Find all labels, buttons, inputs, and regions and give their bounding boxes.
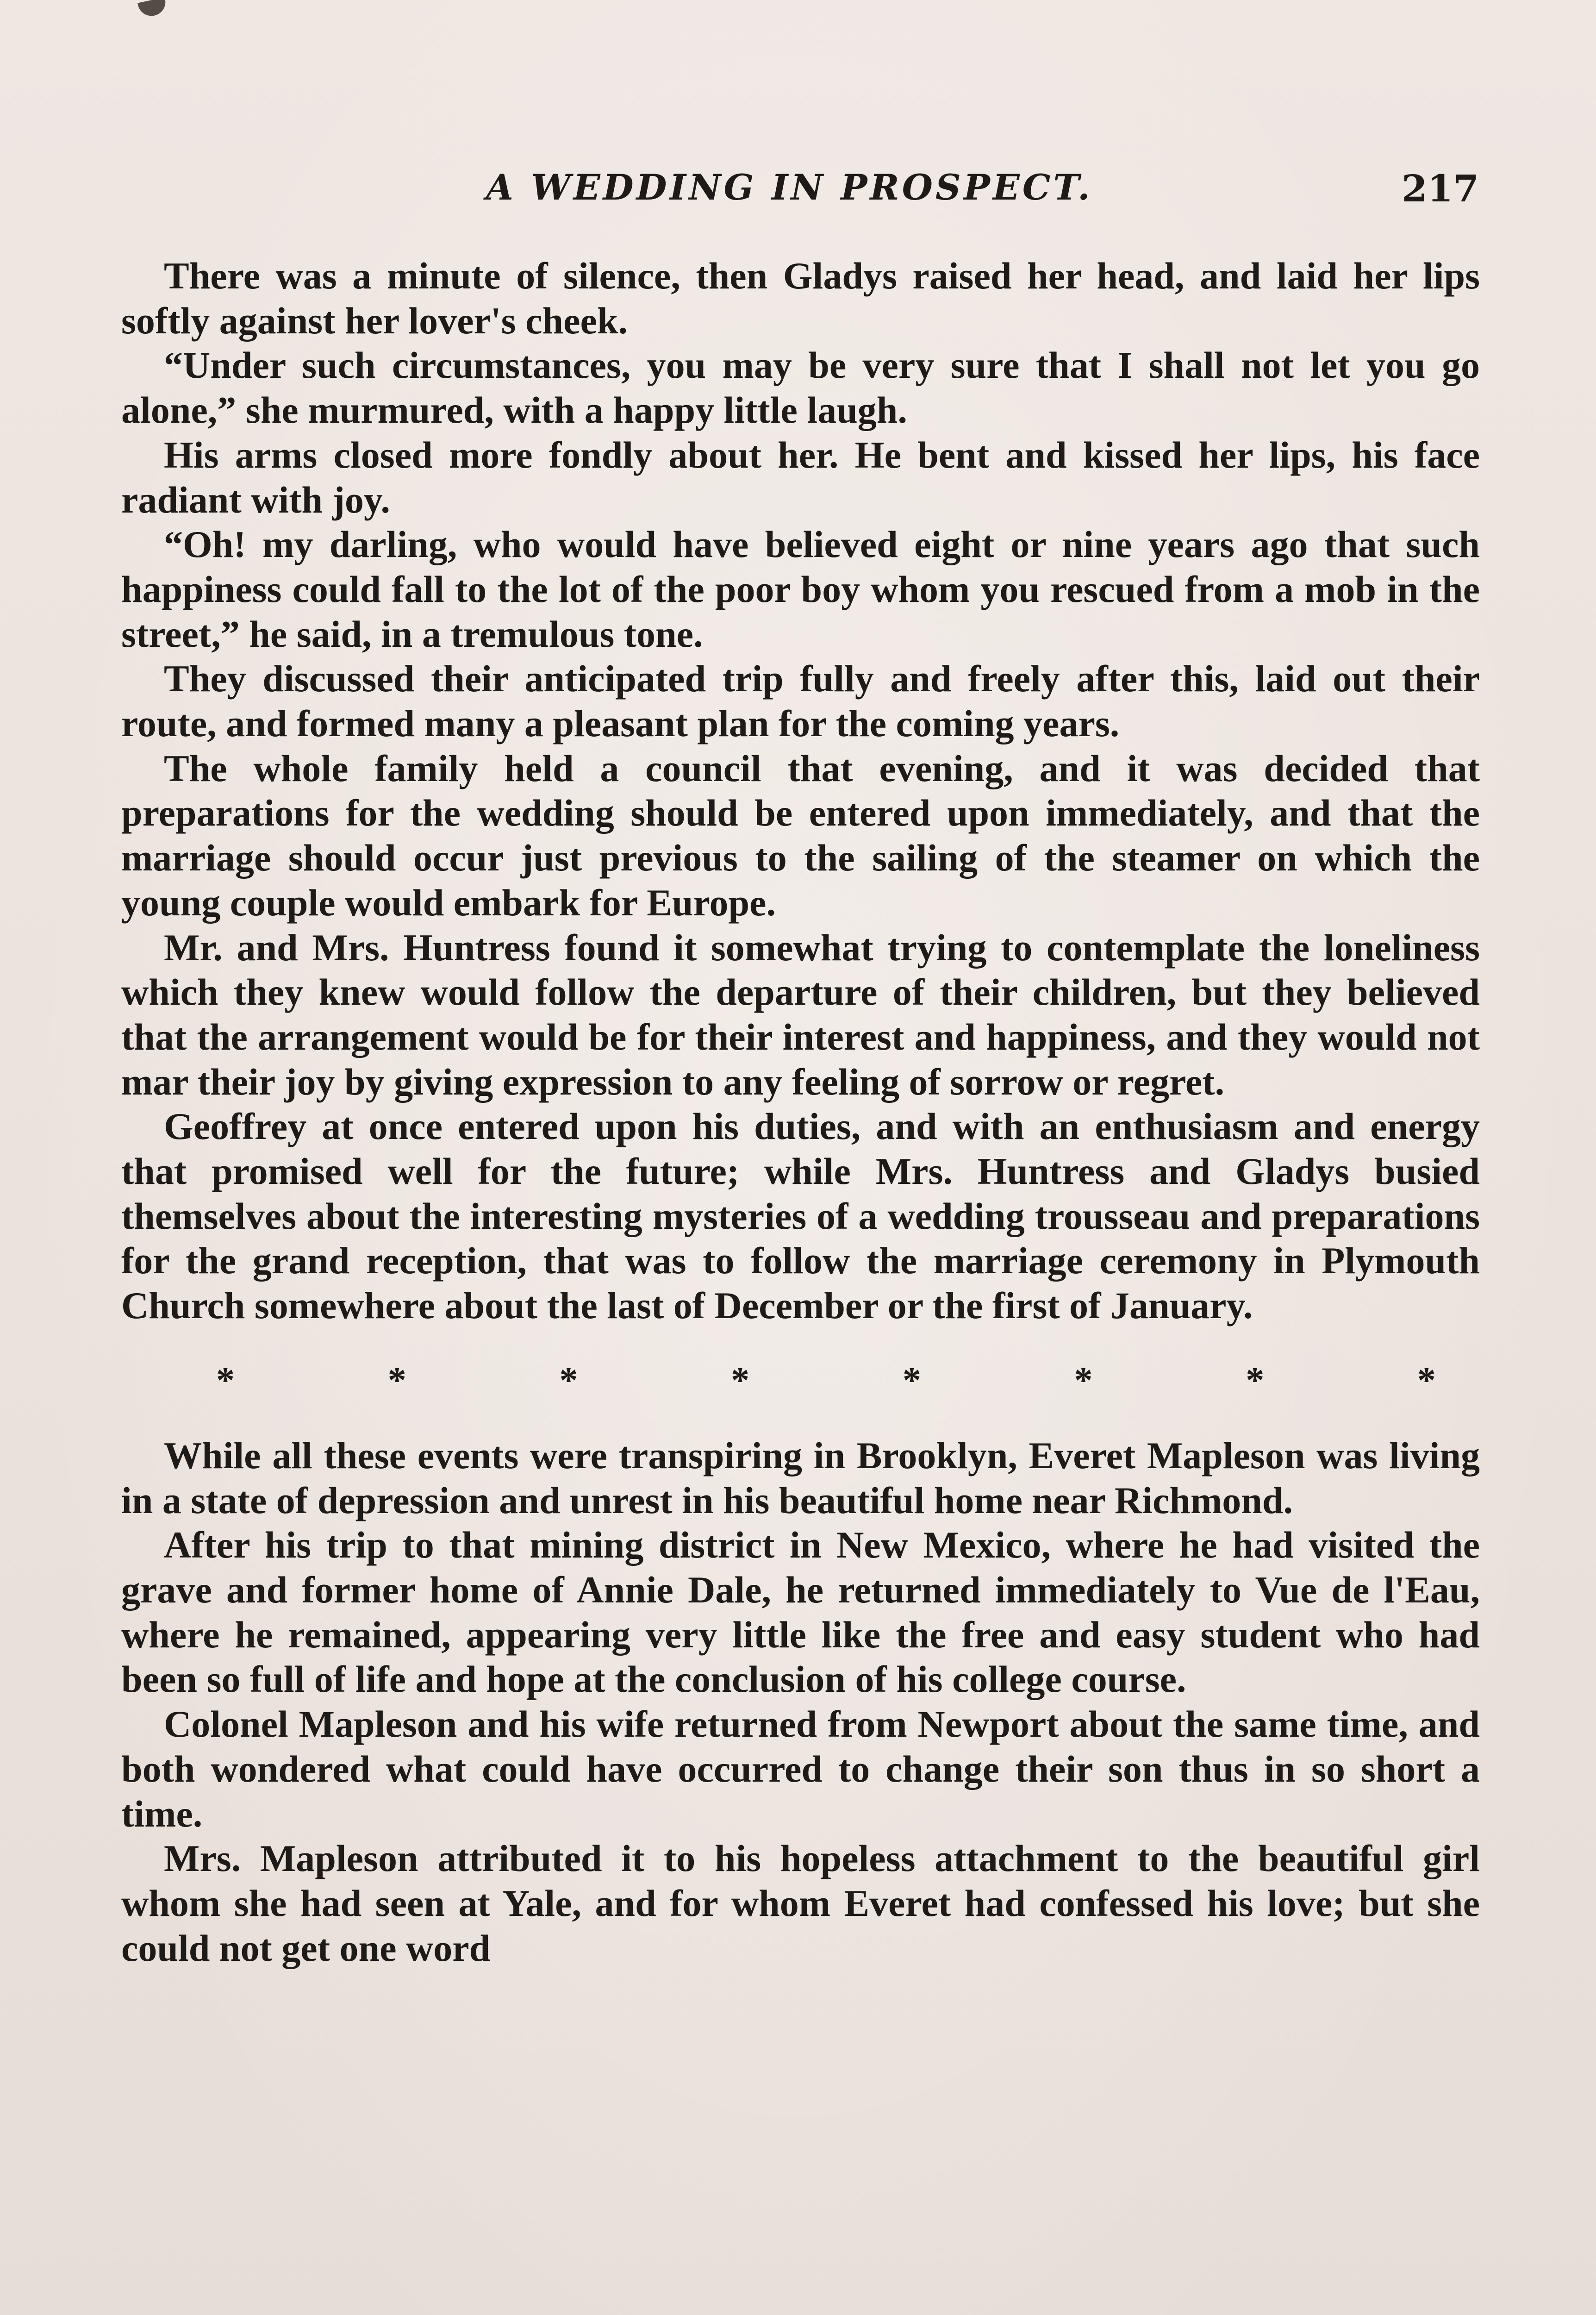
section-break-star: * bbox=[902, 1360, 921, 1402]
paragraph: Geoffrey at once entered upon his duties, and with an enthusiasm and energy that promised well for the future; while Mrs. Huntress and Gladys busied themselves about the interesting mysteries of a wedding trousseau and preparations for the grand reception, that was to follow the marriage ceremony in Plymouth Church somewhere about the last of December or the first of January. bbox=[121, 1105, 1480, 1327]
running-title: A WEDDING IN PROSPECT. bbox=[486, 167, 1093, 208]
section-break-star: * bbox=[731, 1360, 750, 1402]
paragraph: Colonel Mapleson and his wife returned from Newport about the same time, and both wondered what could have occurred to change their son thus in so short a time. bbox=[121, 1703, 1480, 1835]
page-number: 217 bbox=[1402, 167, 1479, 210]
section-break bbox=[121, 1328, 1480, 1433]
section-break-star: * bbox=[1074, 1360, 1093, 1402]
paragraph: The whole family held a council that evening, and it was decided that preparations for the wedding should be entered upon immediately, and that the marriage should occur just previous to the sailing of the steamer on which the young couple would embark for Europe. bbox=[121, 747, 1480, 924]
page-header bbox=[120, 157, 1479, 222]
section-break-star: * bbox=[1417, 1360, 1436, 1402]
paragraph: “Under such circumstances, you may be very sure that I shall not let you go alone,” she murmured, with a happy little laugh. bbox=[121, 344, 1480, 432]
paragraph: Mrs. Mapleson attributed it to his hopeless attachment to the beautiful girl whom she had seen at Yale, and for whom Everet had confessed his love; but she could not get one word bbox=[121, 1837, 1480, 1969]
paragraph: There was a minute of silence, then Gladys raised her head, and laid her lips softly against her lover's cheek. bbox=[121, 255, 1480, 342]
paragraph: After his trip to that mining district in New Mexico, where he had visited the grave and former home of Annie Dale, he returned immediately to Vue de l'Eau, where he remained, appearing very little like the free and easy student who had been so full of life and hope at the conclusion of his college course. bbox=[121, 1524, 1480, 1701]
paragraph: His arms closed more fondly about her. He bent and kissed her lips, his face radiant with joy. bbox=[121, 433, 1480, 521]
paragraph: They discussed their anticipated trip fully and freely after this, laid out their route, and formed many a pleasant plan for the coming years. bbox=[121, 657, 1480, 745]
section-break-star: * bbox=[1246, 1360, 1265, 1402]
paragraph: “Oh! my darling, who would have believed eight or nine years ago that such happiness could fall to the lot of the poor boy whom you rescued from a mob in the street,” he said, in a tremulous tone. bbox=[121, 523, 1480, 655]
ink-blot bbox=[137, 0, 168, 19]
section-break-star: * bbox=[387, 1360, 406, 1402]
body-text bbox=[121, 254, 1480, 1971]
paragraph: Mr. and Mrs. Huntress found it somewhat trying to contemplate the loneliness which they knew would follow the departure of their children, but they believed that the arrangement would be for their interest and happiness, and they would not mar their joy by giving expression to any feeling of sorrow or regret. bbox=[121, 926, 1480, 1103]
section-break-star: * bbox=[216, 1360, 235, 1402]
section-break-star: * bbox=[559, 1360, 578, 1402]
paragraph: While all these events were transpiring in Brooklyn, Everet Mapleson was living in a state of depression and unrest in his beautiful home near Richmond. bbox=[121, 1434, 1480, 1521]
